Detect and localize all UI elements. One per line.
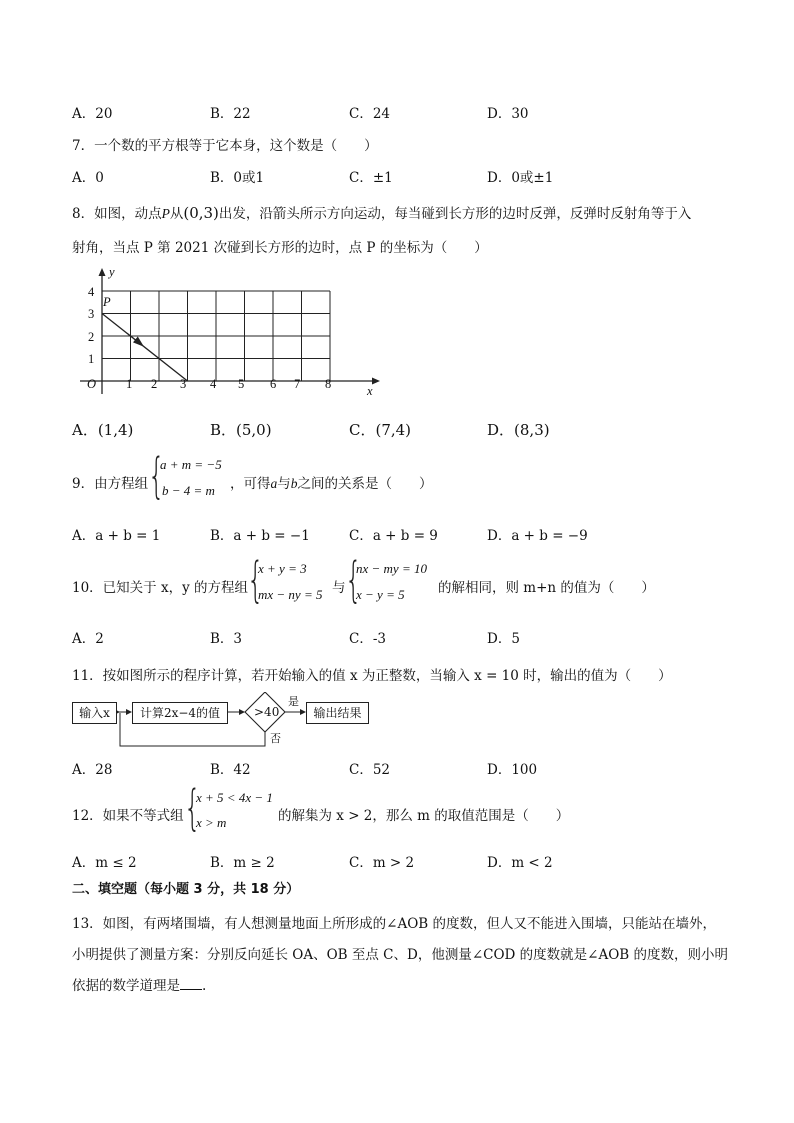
q8-option-c: C．(7,4) <box>349 421 412 439</box>
q8-grid <box>102 291 330 381</box>
q10-stem-a: 10．已知关于 x，y 的方程组 <box>72 580 249 596</box>
answer-blank[interactable] <box>180 977 202 990</box>
path-arrow-icon <box>133 337 144 347</box>
q13-line1: 13．如图，有两堵围墙，有人想测量地面上所形成的∠AOB 的度数，但人又不能进入围墙，只能站在墙外， <box>72 916 717 932</box>
x-tick-3: 3 <box>180 377 187 391</box>
q9-stem-a: 9．由方程组 <box>72 476 149 492</box>
q6-option-b: B．22 <box>210 106 251 122</box>
q10-sys1-eq2: mx − ny = 5 <box>258 587 323 602</box>
x-tick-6: 6 <box>270 377 277 391</box>
q12-option-a: A．m ≤ 2 <box>72 855 137 871</box>
q8-option-b: B．(5,0) <box>210 421 272 439</box>
q9-option-b: B．a + b = −1 <box>210 528 310 544</box>
q10-option-c: C．-3 <box>349 631 386 647</box>
x-tick-5: 5 <box>238 377 245 391</box>
q6-option-a: A．20 <box>72 106 113 122</box>
q12-brace: { <box>184 780 201 836</box>
q10-sys1-eq1: x + y = 3 <box>258 561 307 576</box>
x-tick-1: 1 <box>126 377 133 391</box>
q10-stem-c: 的解相同，则 m+n 的值为（ ） <box>438 580 655 596</box>
q9-option-a: A．a + b = 1 <box>72 528 161 544</box>
q7-option-c: C．±1 <box>349 170 393 186</box>
section-heading: 二、填空题（每小题 3 分，共 18 分） <box>72 882 300 897</box>
q10-brace-2: { <box>345 552 362 608</box>
q9-option-c: C．a + b = 9 <box>349 528 438 544</box>
flow-condition-label: >40 <box>254 705 280 719</box>
flow-output-box: 输出结果 <box>306 702 369 724</box>
q12-option-c: C．m > 2 <box>349 855 415 871</box>
x-axis-label: x <box>367 384 373 398</box>
q11-option-d: D．100 <box>487 762 538 778</box>
y-axis-label: y <box>109 265 115 279</box>
q6-option-d: D．30 <box>487 106 529 122</box>
x-tick-2: 2 <box>151 377 158 391</box>
q12-option-b: B．m ≥ 2 <box>210 855 275 871</box>
flow-no-label: 否 <box>270 732 281 745</box>
x-axis-arrow-icon <box>372 378 380 385</box>
q12-ineq2: x > m <box>196 815 227 830</box>
q8-stem-line1: 8．如图，动点P从(0,3)出发，沿箭头所示方向运动，每当碰到长方形的边时反弹，反弹时反射角等于入 <box>72 204 692 222</box>
q10-stem-b: 与 <box>332 580 346 596</box>
q9-stem-b: ，可得a与b之间的关系是（ ） <box>230 476 433 492</box>
y-tick-2: 2 <box>88 330 95 344</box>
y-tick-4: 4 <box>88 285 95 299</box>
q10-brace-1: { <box>247 552 264 608</box>
y-tick-3: 3 <box>88 307 95 321</box>
x-tick-8: 8 <box>325 377 332 391</box>
q11-option-b: B．42 <box>210 762 251 778</box>
q13-line2: 小明提供了测量方案：分别反向延长 OA、OB 至点 C、D，他测量∠COD 的度数就是∠AOB 的度数，则小明 <box>72 947 728 963</box>
q12-option-d: D．m < 2 <box>487 855 553 871</box>
q10-option-d: D．5 <box>487 631 520 647</box>
q8-option-d: D．(8,3) <box>487 421 550 439</box>
y-axis-arrow-icon <box>99 268 106 276</box>
q10-sys2-eq2: x − y = 5 <box>356 587 405 602</box>
flow-yes-label: 是 <box>288 695 299 708</box>
q11-option-a: A．28 <box>72 762 113 778</box>
x-tick-7: 7 <box>294 377 301 391</box>
q12-stem-b: 的解集为 x > 2，那么 m 的取值范围是（ ） <box>278 808 570 824</box>
q9-eq1: a + m = −5 <box>160 457 222 472</box>
path-line <box>102 314 188 382</box>
q7-option-d: D．0或±1 <box>487 170 554 186</box>
q9-brace: { <box>148 448 165 504</box>
q13-line3: 依据的数学道理是 . <box>72 978 207 994</box>
q11-stem: 11．按如图所示的程序计算，若开始输入的值 x 为正整数，当输入 x = 10 时，输出的值为（ ） <box>72 668 672 684</box>
point-p-label: P <box>103 295 111 309</box>
origin-label: O <box>87 377 97 391</box>
q9-eq2: b − 4 = m <box>162 483 215 498</box>
q6-option-c: C．24 <box>349 106 391 122</box>
q7-stem: 7．一个数的平方根等于它本身，这个数是（ ） <box>72 138 378 154</box>
flow-compute-box: 计算2x−4的值 <box>132 702 228 724</box>
x-tick-4: 4 <box>210 377 217 391</box>
q8-stem-line2: 射角，当点 P 第 2021 次碰到长方形的边时，点 P 的坐标为（ ） <box>72 240 488 256</box>
q7-option-a: A．0 <box>72 170 104 186</box>
q12-stem-a: 12．如果不等式组 <box>72 808 184 824</box>
flow-input-box: 输入x <box>72 702 117 724</box>
q12-ineq1: x + 5 < 4x − 1 <box>196 790 273 805</box>
q7-option-b: B．0或1 <box>210 170 265 186</box>
y-tick-1: 1 <box>88 352 95 366</box>
q8-option-a: A．(1,4) <box>72 421 134 439</box>
q10-sys2-eq1: nx − my = 10 <box>356 561 427 576</box>
q10-option-b: B．3 <box>210 631 243 647</box>
q8-graph <box>72 264 392 402</box>
q10-option-a: A．2 <box>72 631 104 647</box>
q9-option-d: D．a + b = −9 <box>487 528 588 544</box>
q11-option-c: C．52 <box>349 762 391 778</box>
